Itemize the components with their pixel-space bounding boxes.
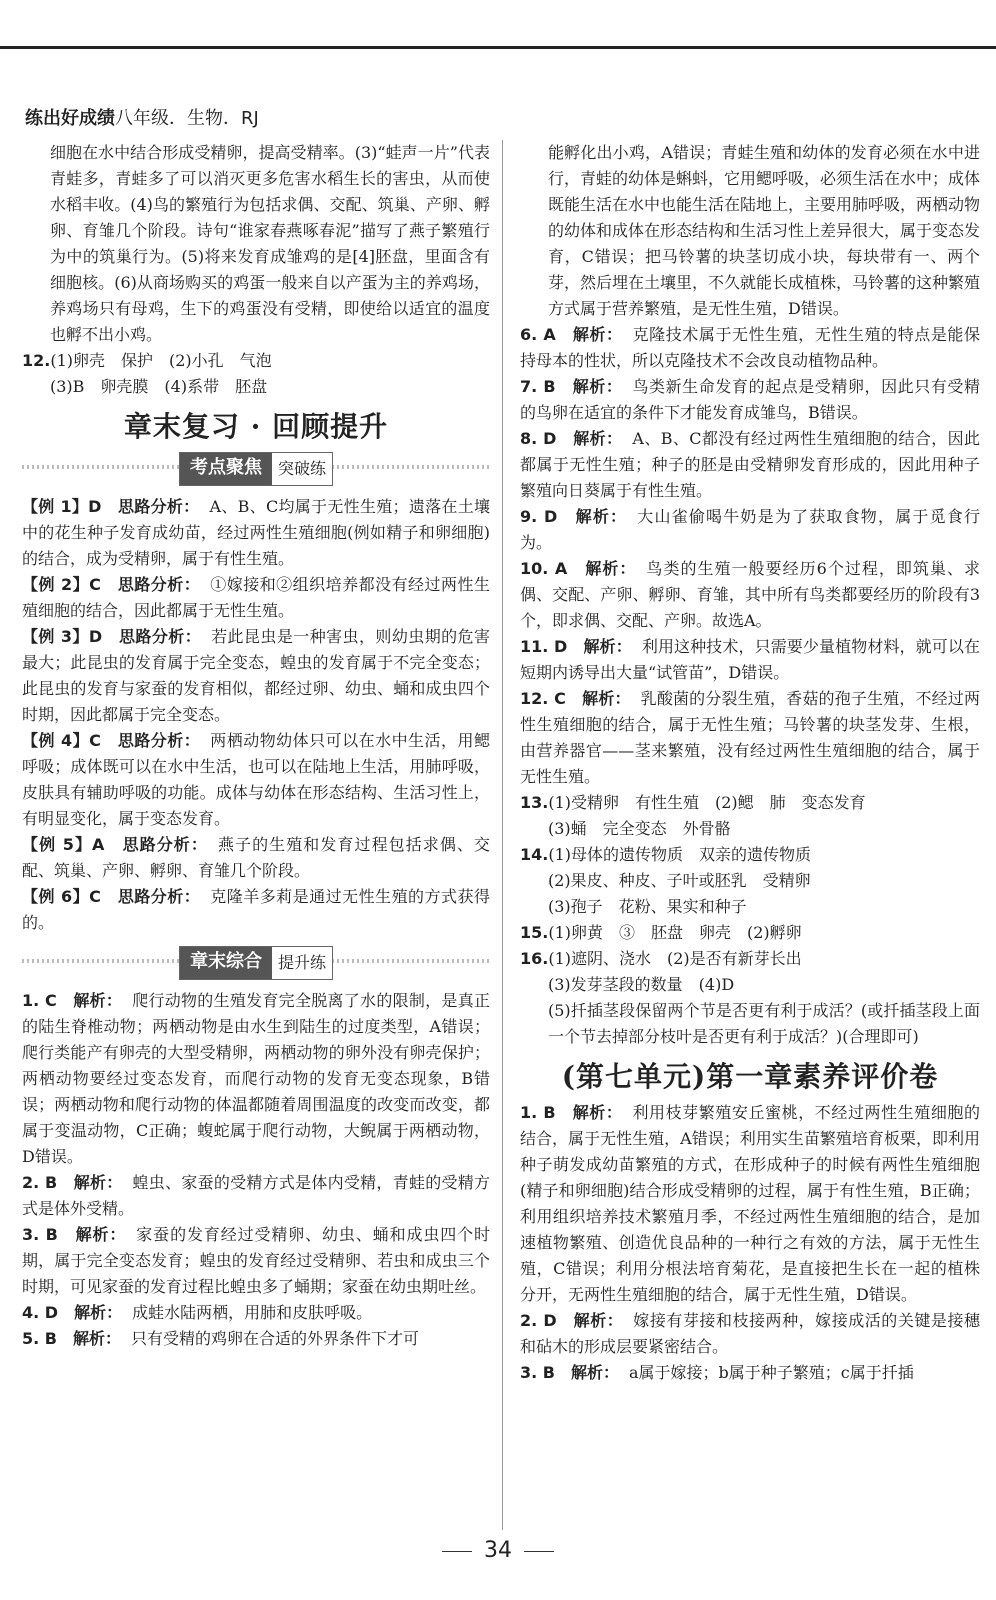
answer-14: 14.(1)母体的遗传物质 双亲的遗传物质 <box>520 845 812 864</box>
page-header <box>25 104 259 130</box>
eval-answer-3: 3. B 解析： a属于嫁接；b属于种子繁殖；c属于扦插 <box>520 1363 914 1382</box>
eval-answer-2: 2. D 解析： 嫁接有芽接和枝接两种，嫁接成活的关键是接穗和砧木的形成层要紧密结合。 <box>520 1311 980 1356</box>
right-column <box>520 140 980 1386</box>
answer-continuation: 细胞在水中结合形成受精卵，提高受精率。(3)“蛙声一片”代表青蛙多，青蛙多了可以消灭更多危害水稻生长的害虫，从而使水稻丰收。(4)鸟的繁殖行为包括求偶、交配、筑巢、产卵、孵卵、育雏几个阶段。诗句“谁家春燕啄春泥”描写了燕子繁殖行为中的筑巢行为。(5)将来发育成雏鸡的是[4]胚盘，里面含有细胞核。(6)从商场购买的鸡蛋一般来自以产蛋为主的养鸡场，养鸡场只有母鸡，生下的鸡蛋没有受精，即使给以适宜的温度也孵不出小鸡。 <box>50 143 490 344</box>
left-column <box>22 140 490 1352</box>
top-rule <box>0 46 996 49</box>
answer-1: 1. C 解析： 爬行动物的生殖发育完全脱离了水的限制，是真正的陆生脊椎动物；两栖动物是由水生到陆生的过度类型，A错误；爬行类能产有卵壳的大型受精卵，两栖动物的卵外没有卵壳保护；两栖动物要经过变态发育，而爬行动物的发育无变态现象，B错误；两栖动物和爬行动物的体温都随着周围温度的改变而改变，都属于变温动物，C正确；蝮蛇属于爬行动物，大鲵属于两栖动物，D错误。 <box>22 991 490 1166</box>
answer-12-line2: (3)B 卵壳膜 (4)系带 胚盘 <box>50 377 268 396</box>
answer-13: 13.(1)受精卵 有性生殖 (2)鳃 肺 变态发育 <box>520 793 866 812</box>
answer-12c: 12. C 解析： 乳酸菌的分裂生殖，香菇的孢子生殖，不经过两性生殖细胞的结合，属于无性生殖；马铃薯的块茎发芽、生根，由营养器官——茎来繁殖，没有经过两性生殖细胞的结合，属于无性生殖。 <box>520 689 980 786</box>
example-4: 【例 4】C 思路分析： 两栖动物幼体只可以在水中生活，用鳃呼吸；成体既可以在水中生活，也可以在陆地上生活，用肺呼吸，皮肤具有辅助呼吸的功能。成体与幼体在形态结构、生活习性上，有明显变化，属于变态发育。 <box>22 731 490 828</box>
section-banner-focus <box>22 450 490 484</box>
section-title-evaluation: (第七单元)第一章素养评价卷 <box>561 1060 939 1093</box>
banner-main: 章末综合 <box>180 947 272 979</box>
answer-11: 11. D 解析： 利用这种技术，只需要少量植物材料，就可以在短期内诱导出大量“试管苗”，D错误。 <box>520 637 980 682</box>
answer-9: 9. D 解析： 大山雀偷喝牛奶是为了获取食物，属于觅食行为。 <box>520 507 980 552</box>
answer-13-line2: (3)蛹 完全变态 外骨骼 <box>548 819 731 838</box>
answer-4: 4. D 解析： 成蛙水陆两栖，用肺和皮肤呼吸。 <box>22 1303 373 1322</box>
section-banner-comprehensive <box>22 944 490 978</box>
answer-5-continuation: 能孵化出小鸡，A错误；青蛙生殖和幼体的发育必须在水中进行，青蛙的幼体是蝌蚪，它用鳃呼吸，必须生活在水中；成体既能生活在水中也能生活在陆地上，主要用肺呼吸，两栖动物的幼体和成体在形态结构和生活习性上差异很大，属于变态发育，C错误；把马铃薯的块茎切成小块，每块带有一、两个芽，然后埋在土壤里，不久就能长成植株，马铃薯的这种繁殖方式属于营养繁殖，是无性生殖，D错误。 <box>548 143 981 318</box>
answer-3: 3. B 解析： 家蚕的发育经过受精卵、幼虫、蛹和成虫四个时期，属于完全变态发育；蝗虫的发育经过受精卵、若虫和成虫三个时期，可见家蚕的发育过程比蝗虫多了蛹期；家蚕在幼虫期吐丝。 <box>22 1225 490 1296</box>
answer-8: 8. D 解析： A、B、C都没有经过两性生殖细胞的结合，因此都属于无性生殖；种子的胚是由受精卵发育形成的，因此用种子繁殖向日葵属于有性生殖。 <box>520 429 980 500</box>
answer-15: 15.(1)卵黄 ③ 胚盘 卵壳 (2)孵卵 <box>520 923 802 942</box>
answer-14-line3: (3)孢子 花粉、果实和种子 <box>548 897 747 916</box>
section-title-review: 章末复习 · 回顾提升 <box>123 410 389 443</box>
answer-10: 10. A 解析： 鸟类的生殖一般要经历6个过程，即筑巢、求偶、交配、产卵、孵卵、育雏，其中所有鸟类都要经历的阶段有3个，即求偶、交配、产卵。故选A。 <box>520 559 980 630</box>
answer-16-line3: (5)扦插茎段保留两个节是否更有利于成活？(或扦插茎段上面一个节去掉部分枝叶是否更有利于成活？)(合理即可) <box>548 1001 980 1046</box>
example-6: 【例 6】C 思路分析： 克隆羊多莉是通过无性生殖的方式获得的。 <box>22 887 490 932</box>
answer-14-line2: (2)果皮、种皮、子叶或胚乳 受精卵 <box>548 871 811 890</box>
banner-sub: 突破练 <box>277 459 327 478</box>
banner-main: 考点聚焦 <box>180 453 272 485</box>
answer-16-line2: (3)发芽茎段的数量 (4)D <box>548 975 735 994</box>
example-3: 【例 3】D 思路分析： 若此昆虫是一种害虫，则幼虫期的危害最大；此昆虫的发育属于完全变态，蝗虫的发育属于不完全变态；此昆虫的发育与家蚕的发育相似，都经过卵、幼虫、蛹和成虫四个时期，因此都属于完全变态。 <box>22 627 490 724</box>
answer-2: 2. B 解析： 蝗虫、家蚕的受精方式是体内受精，青蛙的受精方式是体外受精。 <box>22 1173 490 1218</box>
book-subject: 八年级．生物．RJ <box>115 108 259 129</box>
answer-5: 5. B 解析： 只有受精的鸡卵在合适的外界条件下才可 <box>22 1329 419 1348</box>
answer-7: 7. B 解析： 鸟类新生命发育的起点是受精卵，因此只有受精的鸟卵在适宜的条件下才能发育成雏鸟，B错误。 <box>520 377 980 422</box>
answer-6: 6. A 解析： 克隆技术属于无性生殖，无性生殖的特点是能保持母本的性状，所以克隆技术不会改良动植物品种。 <box>520 325 980 370</box>
column-divider <box>502 140 503 1530</box>
example-5: 【例 5】A 思路分析： 燕子的生殖和发育过程包括求偶、交配、筑巢、产卵、孵卵、育雏几个阶段。 <box>22 835 490 880</box>
answer-12: 12.(1)卵壳 保护 (2)小孔 气泡 <box>22 351 272 370</box>
page-number: 34 <box>0 1538 996 1563</box>
book-brand: 练出好成绩 <box>25 108 115 129</box>
banner-sub: 提升练 <box>277 953 327 972</box>
example-1: 【例 1】D 思路分析： A、B、C均属于无性生殖；遗落在土壤中的花生种子发育成幼苗，经过两性生殖细胞(例如精子和卵细胞)的结合，成为受精卵，属于有性生殖。 <box>22 497 490 568</box>
answer-16: 16.(1)遮阴、浇水 (2)是否有新芽长出 <box>520 949 802 968</box>
example-2: 【例 2】C 思路分析： ①嫁接和②组织培养都没有经过两性生殖细胞的结合，因此都属于无性生殖。 <box>22 575 490 620</box>
eval-answer-1: 1. B 解析： 利用枝芽繁殖安丘蜜桃，不经过两性生殖细胞的结合，属于无性生殖，A错误；利用实生苗繁殖培育板栗，即利用种子萌发成幼苗繁殖的方式，在形成种子的时候有两性生殖细胞(精子和卵细胞)结合形成受精卵的过程，属于有性生殖，B正确；利用组织培养技术繁殖月季，不经过两性生殖细胞的结合，是加速植物繁殖、创造优良品种的一种行之有效的方法，属于无性生殖，C错误；利用分根法培育菊花，是直接把生长在一起的植株分开，无两性生殖细胞的结合，属于无性生殖，D错误。 <box>520 1103 980 1304</box>
